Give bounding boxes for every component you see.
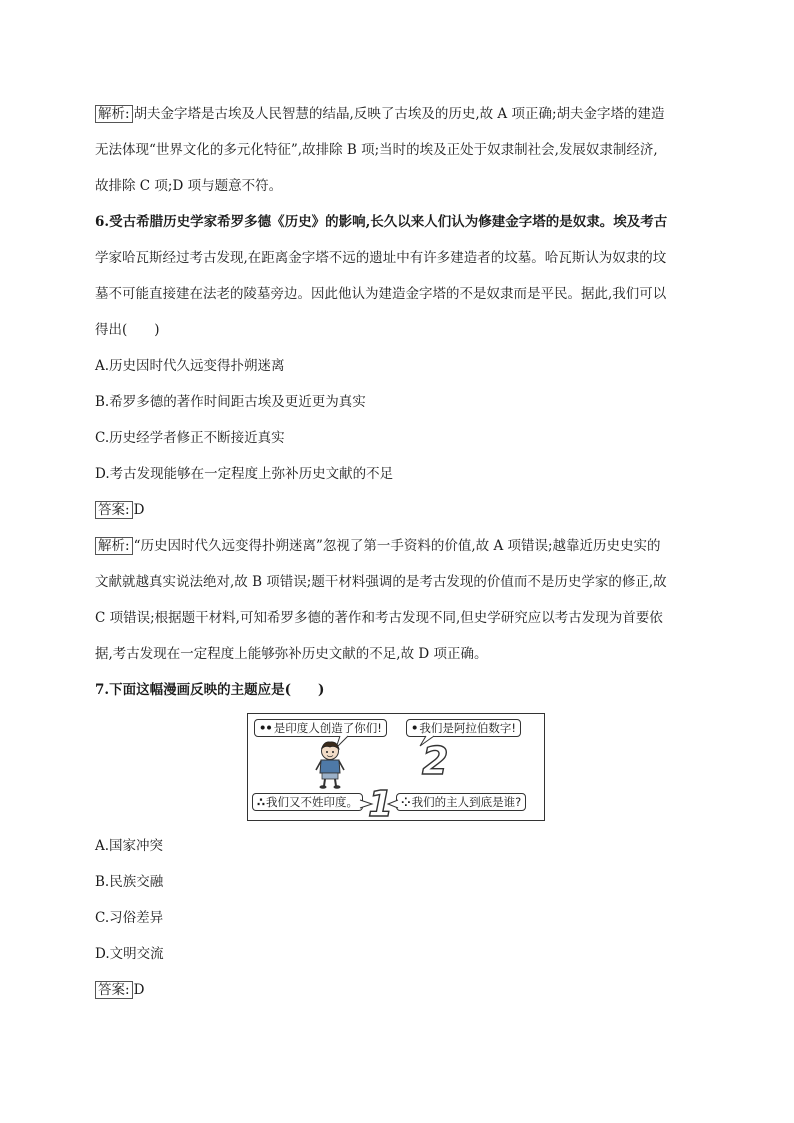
q6-analysis-text-1: “历史因时代久远变得扑朔迷离”忽视了第一手资料的价值,故 A 项错误;越靠近历史史实的 <box>133 538 661 554</box>
digit-two-text: 2 <box>422 739 449 780</box>
q6-answer <box>95 500 144 520</box>
analysis-tag: 解析: <box>95 537 133 555</box>
digit-two-icon <box>420 738 450 780</box>
q6-option-c: C.历史经学者修正不断接近真实 <box>95 430 285 446</box>
q6-analysis-4: 据,考古发现在一定程度上能够弥补历史文献的不足,故 D 项正确。 <box>95 646 488 662</box>
q7-option-a: A.国家冲突 <box>95 838 164 854</box>
digit-one-text: 1 <box>368 784 394 820</box>
q6-stem-2: 学家哈瓦斯经过考古发现,在距离金字塔不远的遗址中有许多建造者的坟墓。哈瓦斯认为奴隶的坟 <box>95 250 667 266</box>
three-dots-icon: ∴ <box>257 795 265 809</box>
comic-bubble-4-text: 我们的主人到底是谁? <box>411 795 522 809</box>
q7-answer <box>95 980 144 1000</box>
q6-option-d: D.考古发现能够在一定程度上弥补历史文献的不足 <box>95 466 394 482</box>
q7-stem <box>95 680 324 700</box>
q6-stem-text-1: 6.受古希腊历史学家希罗多德《历史》的影响,长久以来人们认为修建金字塔的是奴隶。埃及考古 <box>95 214 668 230</box>
analysis5-line-2: 无法体现“世界文化的多元化特征”,故排除 B 项;当时的埃及正处于奴隶制社会,发展奴隶制经济, <box>95 142 658 158</box>
dots-icon: •• <box>259 721 272 735</box>
analysis5-line-1 <box>95 104 665 124</box>
comic-bubble-2-text: 我们是阿拉伯数字! <box>419 721 516 735</box>
analysis5-text-1: 胡夫金字塔是古埃及人民智慧的结晶,反映了古埃及的历史,故 A 项正确;胡夫金字塔的建造 <box>133 106 665 122</box>
comic-bubble-3-text: 我们又不姓印度。 <box>266 795 359 809</box>
q7-option-d: D.文明交流 <box>95 946 164 962</box>
dot-icon: • <box>411 721 418 735</box>
q6-stem-4: 得出( ) <box>95 322 160 338</box>
digit-one-icon <box>364 784 394 820</box>
answer-tag: 答案: <box>95 981 133 999</box>
q6-option-a: A.历史因时代久远变得扑朔迷离 <box>95 358 285 374</box>
comic-bubble-1-text: 是印度人创造了你们! <box>273 721 382 735</box>
q7-option-b: B.民族交融 <box>95 874 164 890</box>
analysis-tag: 解析: <box>95 105 133 123</box>
q7-option-c: C.习俗差异 <box>95 910 164 926</box>
analysis5-line-3: 故排除 C 项;D 项与题意不符。 <box>95 178 283 194</box>
q6-option-b: B.希罗多德的著作时间距古埃及更近更为真实 <box>95 394 366 410</box>
q6-stem-3: 墓不可能直接建在法老的陵墓旁边。因此他认为建造金字塔的不是奴隶而是平民。据此,我们可以 <box>95 286 667 302</box>
q6-analysis-2: 文献就越真实说法绝对,故 B 项错误;题干材料强调的是考古发现的价值而不是历史学家的修正,故 <box>95 574 667 590</box>
answer-tag: 答案: <box>95 501 133 519</box>
q6-analysis-3: C 项错误;根据题干材料,可知希罗多德的著作和考古发现不同,但史学研究应以考古发现为首要依 <box>95 610 663 626</box>
q7-stem-text: 7.下面这幅漫画反映的主题应是( ) <box>95 682 325 698</box>
comic-tails <box>248 714 544 820</box>
q7-answer-value: D <box>133 982 145 998</box>
four-dots-icon: ⁘ <box>401 795 410 809</box>
boy-figure-icon <box>312 740 348 790</box>
q6-analysis-1 <box>95 536 661 556</box>
q6-answer-value: D <box>133 502 145 518</box>
comic-panel <box>247 713 545 821</box>
q6-stem-1 <box>95 212 667 232</box>
